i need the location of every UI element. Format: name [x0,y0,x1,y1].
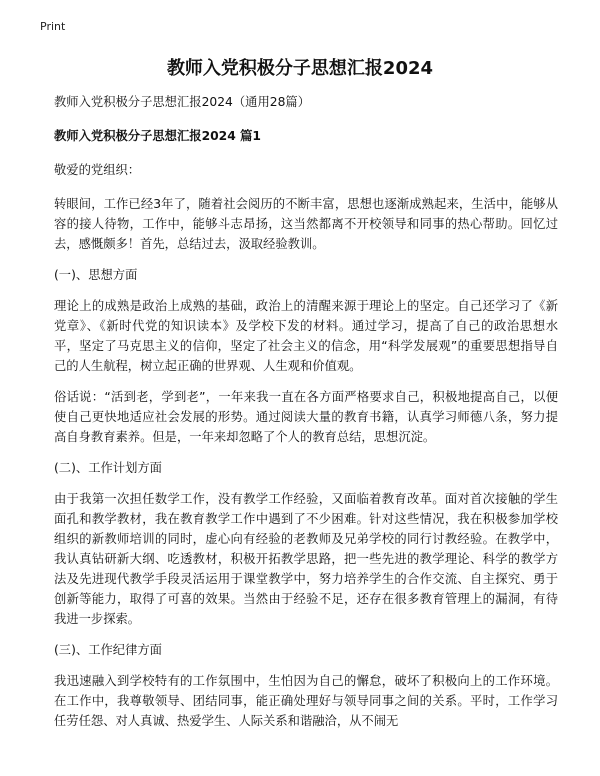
section-heading-thought: (一)、思想方面 [54,268,138,282]
document-subtitle: 教师入党积极分子思想汇报2024（通用28篇） [54,95,310,109]
paragraph-discipline: 我迅速融入到学校特有的工作氛围中，生怕因为自己的懈怠，破坏了积极向上的工作环境。在工作中，我尊敬领导、团结同事，能正确处理好与领导同事之间的关系。平时，工作学习任劳任怨、对人真诚、热爱学生、人际关系和谐融洽，从不闹无 [54,674,558,728]
paragraph-intro: 转眼间，工作已经3年了，随着社会阅历的不断丰富，思想也逐渐成熟起来，生活中，能够从容的接人待物，工作中，能够斗志昂扬，这当然都离不开校领导和同事的热心帮助。回忆过去，感慨颇多！首先，总结过去，汲取经验教训。 [54,197,558,251]
document-title: 教师入党积极分子思想汇报2024 [166,58,434,79]
paragraph-thought-1: 理论上的成熟是政治上成熟的基础，政治上的清醒来源于理论上的坚定。自己还学习了《新党章》、《新时代党的知识读本》及学校下发的材料。通过学习，提高了自己的政治思想水平，坚定了马克思主义的信仰，坚定了社会主义的信念，用“科学发展观”的重要思想指导自己的人生航程，树立起正确的世界观、人生观和价值观。 [54,299,558,373]
section-heading-work-plan: (二)、工作计划方面 [54,461,162,475]
paragraph-thought-2: 俗话说：“活到老，学到老”，一年来我一直在各方面严格要求自己，积极地提高自己，以便使自己更快地适应社会发展的形势。通过阅读大量的教育书籍，认真学习师德八条，努力提高自身教育素养。但是，一年来却忽略了个人的教育总结，思想沉淀。 [54,390,558,444]
salutation: 敬爱的党组织： [54,163,141,177]
article-heading: 教师入党积极分子思想汇报2024 篇1 [54,129,261,143]
print-link[interactable]: Print [40,20,66,33]
document-body [54,92,558,742]
section-heading-discipline: (三)、工作纪律方面 [54,643,162,657]
paragraph-work-plan: 由于我第一次担任数学工作，没有教学工作经验，又面临着教育改革。面对首次接触的学生面孔和教学教材，我在教育教学工作中遇到了不少困难。针对这些情况，我在积极参加学校组织的新教师培训的同时，虚心向有经验的老教师及兄弟学校的同行讨教经验。在教学中，我认真钻研新大纲、吃透教材，积极开拓教学思路，把一些先进的教学理论、科学的教学方法及先进现代教学手段灵活运用于课堂教学中，努力培养学生的合作交流、自主探究、勇于创新等能力，取得了可喜的效果。当然由于经验不足，还存在很多教育管理上的漏洞，有待我进一步探索。 [54,492,558,626]
